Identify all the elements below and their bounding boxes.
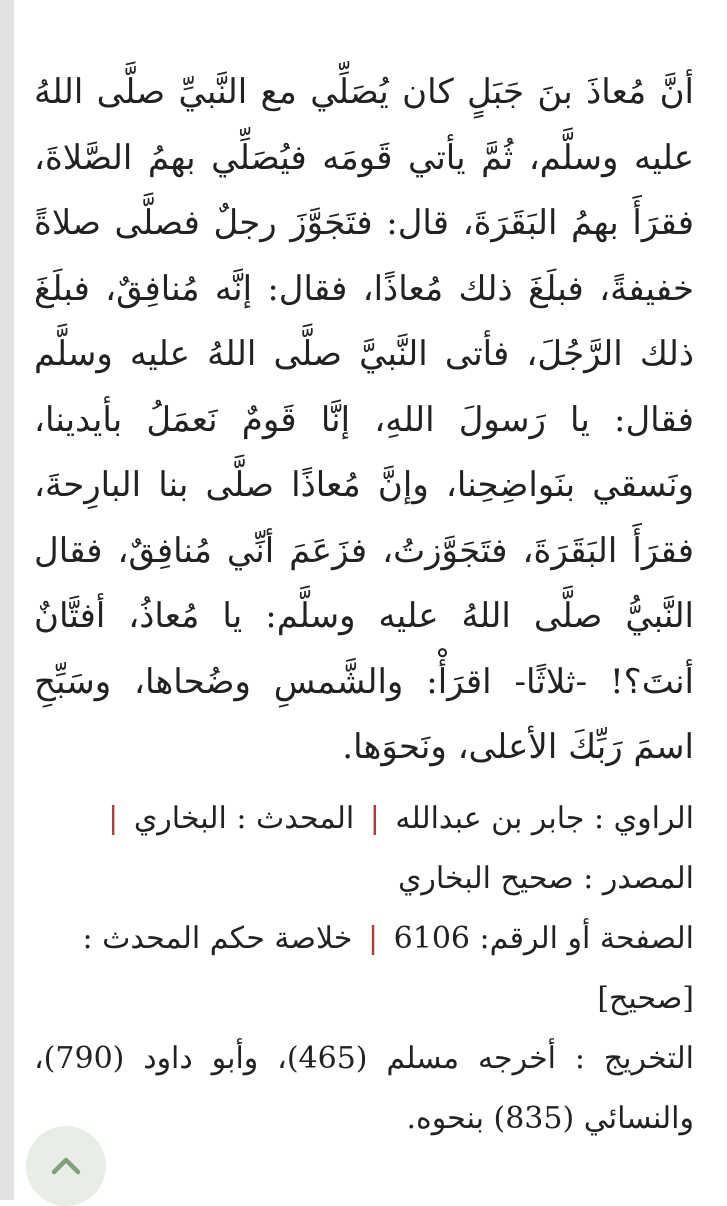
narrator-value[interactable]: جابر بن عبدالله bbox=[395, 800, 585, 836]
hadith-text: أنَّ مُعاذَ بنَ جَبَلٍ كان يُصَلِّي مع النَّبيِّ صلَّى اللهُ عليه وسلَّم، ثُمَّ يأتي قَومَه فيُصَلِّي بهمُ الصَّلاةَ، فقرَأَ بهمُ البَقَرَةَ، قال: فتَجَوَّزَ رجلٌ فصلَّى صلاةً خفيفةً، فبلَغَ ذلك مُعاذًا، فقال: إنَّه مُنافِقٌ، فبلَغَ ذلك الرَّجُلَ، فأتى النَّبيَّ صلَّى اللهُ عليه وسلَّم فقال: يا رَسولَ اللهِ، إنَّا قَومٌ نَعمَلُ بأيدينا، ونَسقي بنَواضِحِنا، وإنَّ مُعاذًا صلَّى بنا البارِحةَ، فقرَأَ البَقَرَةَ، فتَجَوَّزتُ، فزَعَمَ أنِّي مُنافِقٌ، فقال النَّبيُّ صلَّى اللهُ عليه وسلَّم: يا مُعاذُ، أفتَّانٌ أنتَ؟! -ثلاثًا- اقرَأْ: والشَّمسِ وضُحاها، وسَبِّحِ اسمَ رَبِّكَ الأعلى، ونَحوَها. bbox=[34, 72, 694, 767]
muhaddith-value[interactable]: البخاري bbox=[133, 800, 227, 836]
narrator-line bbox=[34, 789, 694, 849]
takhrij-text: التخريج : أخرجه مسلم (465)، وأبو داود (790)، والنسائي (835) بنحوه. bbox=[34, 1040, 694, 1136]
hadith-metadata bbox=[34, 789, 694, 1029]
chevron-up-icon bbox=[46, 1146, 86, 1186]
separator: | bbox=[108, 800, 119, 836]
page-verdict-line bbox=[34, 909, 694, 1029]
page-label: الصفحة أو الرقم: bbox=[479, 920, 694, 956]
separator: | bbox=[369, 800, 380, 836]
hadith-card bbox=[34, 60, 694, 1149]
muhaddith-label: المحدث : bbox=[236, 800, 355, 836]
page-edge-strip bbox=[0, 0, 14, 1200]
source-line bbox=[34, 849, 694, 909]
source-value[interactable]: صحيح البخاري bbox=[397, 860, 574, 896]
page-value: 6106 bbox=[393, 920, 470, 956]
source-label: المصدر : bbox=[583, 860, 694, 896]
verdict-label: خلاصة حكم المحدث : bbox=[82, 920, 353, 956]
separator: | bbox=[367, 920, 379, 956]
scroll-to-top-button[interactable] bbox=[26, 1126, 106, 1206]
verdict-value: [صحيح] bbox=[597, 980, 694, 1016]
narrator-label: الراوي : bbox=[594, 800, 694, 836]
